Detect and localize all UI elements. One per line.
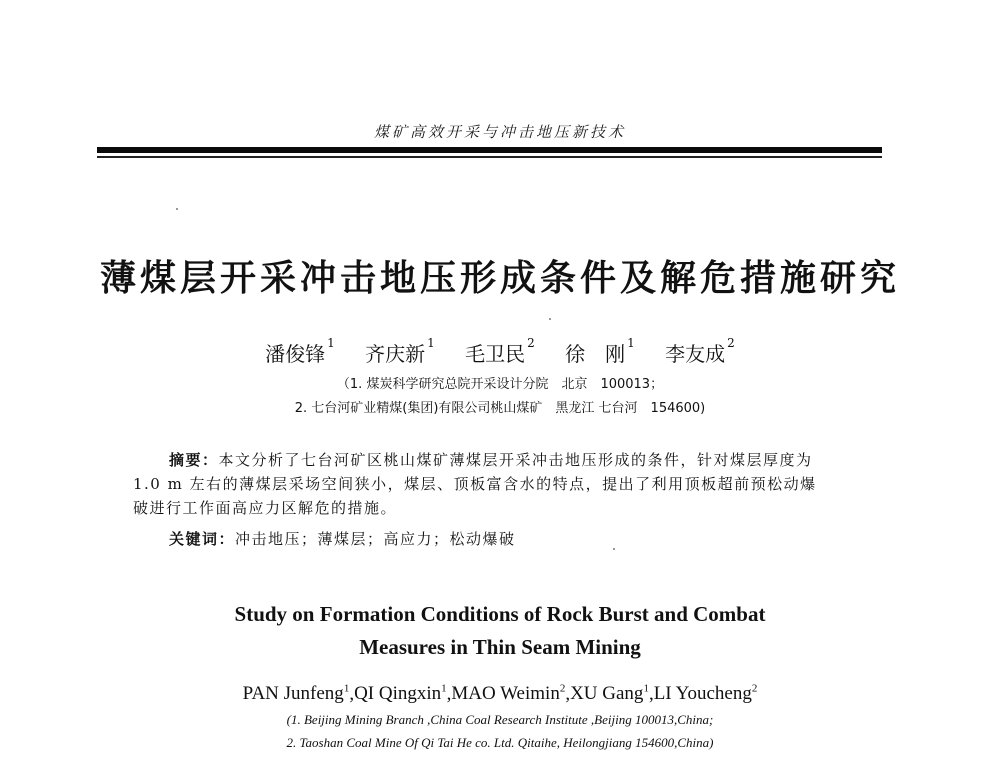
english-title-line-2: Measures in Thin Seam Mining (359, 635, 641, 659)
english-title-line-1: Study on Formation Conditions of Rock Burst and Combat (234, 602, 766, 626)
header-rule-thin (97, 156, 882, 158)
affiliation-marker: 2 (751, 683, 758, 695)
author-name: 徐 刚 (565, 342, 626, 366)
affiliation-marker: 1 (627, 336, 635, 350)
english-title (0, 598, 1000, 664)
scan-speck (549, 318, 551, 320)
affiliation-marker: 2 (559, 683, 566, 695)
english-affiliation-2: 2. Taoshan Coal Mine Of Qi Tai He co. Ltd. Qitaihe, Heilongjiang 154600,China) (286, 735, 714, 750)
scan-speck (613, 548, 615, 550)
abstract-line-2: 1.0 m 左右的薄煤层采场空间狭小，煤层、顶板富含水的特点，提出了利用顶板超前预松动爆 (133, 475, 817, 493)
author-name: 李友成 (665, 342, 726, 366)
keywords-label: 关键词： (169, 530, 236, 548)
english-author (570, 683, 649, 704)
abstract-line-1 (133, 448, 863, 472)
author-name: LI Youcheng (653, 683, 752, 705)
author-name: PAN Junfeng (242, 683, 344, 705)
affiliation-marker: 1 (427, 336, 435, 350)
author-name: 齐庆新 (365, 342, 426, 366)
english-author (451, 683, 565, 704)
affiliation-marker: 1 (327, 336, 335, 350)
chinese-author (565, 338, 635, 367)
abstract-text: 本文分析了七台河矿区桃山煤矿薄煤层开采冲击地压形成的条件，针对煤层厚度为 (218, 451, 813, 469)
running-header: 煤矿高效开采与冲击地压新技术 (373, 123, 626, 141)
author-name: XU Gang (570, 683, 644, 705)
abstract (133, 448, 863, 520)
english-author (243, 683, 350, 704)
affiliation-marker: 1 (343, 683, 350, 695)
chinese-author (665, 338, 735, 367)
affiliation-marker: 1 (643, 683, 649, 695)
scan-speck (176, 208, 178, 210)
affiliation-marker: 2 (527, 336, 535, 350)
author-name: 潘俊锋 (265, 342, 326, 366)
english-author-list: PAN Junfeng$^1$,QI Qingxin$^1$,MAO Weimin$^2$,XU Gang$^1$,LI Youcheng$^2$ (242, 683, 758, 705)
chinese-author-list (0, 338, 1000, 367)
author-name: QI Qingxin (354, 683, 442, 705)
chinese-affiliation-2: 2. 七台河矿业精煤(集团)有限公司桃山煤矿 黑龙江 七台河 154600) (294, 401, 706, 416)
english-author (654, 683, 758, 704)
affiliation-marker: 2 (727, 336, 735, 350)
keywords (169, 528, 516, 549)
chinese-author (465, 338, 535, 367)
author-name: 毛卫民 (465, 342, 526, 366)
keywords-text: 冲击地压；薄煤层；高应力；松动爆破 (235, 530, 516, 548)
author-name: MAO Weimin (451, 683, 560, 705)
abstract-label: 摘要： (169, 451, 219, 469)
chinese-title: 薄煤层开采冲击地压形成条件及解危措施研究 (99, 257, 900, 299)
chinese-affiliation-1: （1. 煤炭科学研究总院开采设计分院 北京 100013； (336, 377, 664, 392)
header-rule-thick (97, 147, 882, 153)
english-author (354, 683, 447, 704)
abstract-line-3: 破进行工作面高应力区解危的措施。 (133, 499, 398, 517)
english-affiliation-1: (1. Beijing Mining Branch ,China Coal Research Institute ,Beijing 100013,China; (286, 712, 714, 727)
chinese-author (265, 338, 335, 367)
affiliation-marker: 1 (441, 683, 447, 695)
chinese-author (365, 338, 435, 367)
